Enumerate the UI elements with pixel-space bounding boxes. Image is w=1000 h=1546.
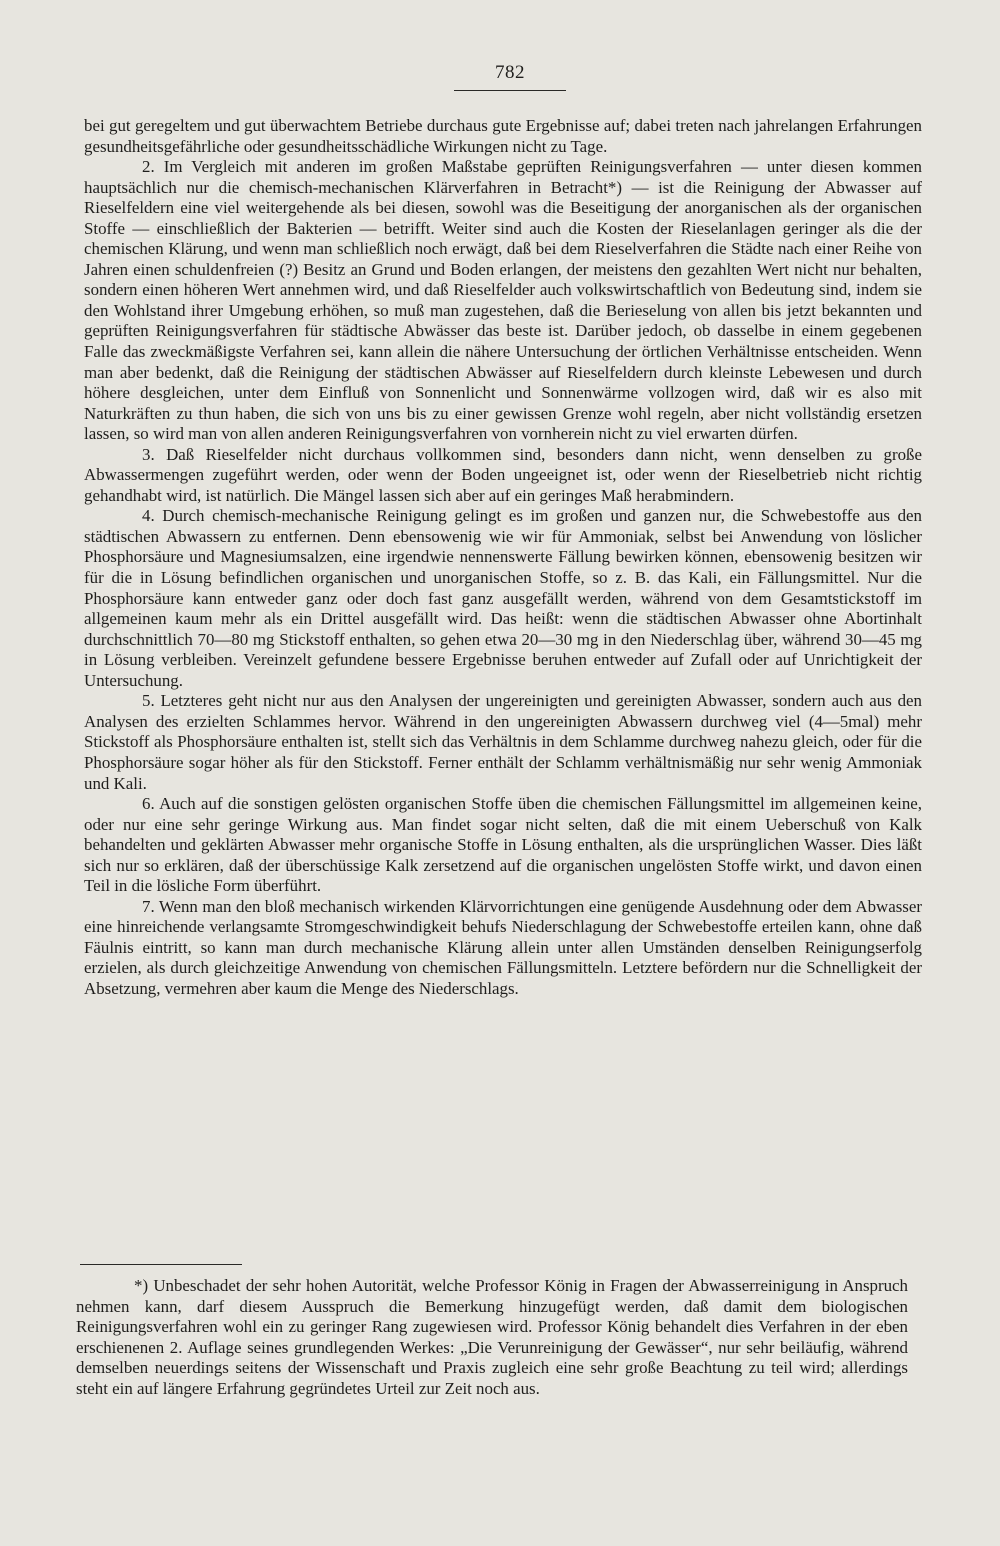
paragraph-4: 4. Durch chemisch-mechanische Reinigung gelingt es im großen und ganzen nur, die Schwebestoffe aus den städtischen Abwassern zu entfernen. Denn ebensowenig wie wir für Ammoniak, selbst bei Anwendung von löslicher Phosphorsäure und Magnesiumsalzen, eine irgendwie nennenswerte Fällung bewirken können, ebensowenig besitzen wir für die in Lösung befindlichen organischen und unorganischen Stoffe, so z. B. das Kali, ein Fällungsmittel. Nur die Phosphorsäure kann entweder ganz oder doch fast ganz ausgefällt werden, während von dem Gesamtstickstoff im allgemeinen kaum mehr als ein Drittel ausgefällt wird. Das heißt: wenn die städtischen Abwasser ohne Abortinhalt durchschnittlich 70—80 mg Stickstoff enthalten, so gehen etwa 20—30 mg in den Niederschlag über, während 30—45 mg in Lösung verbleiben. Vereinzelt gefundene bessere Ergebnisse beruhen entweder auf Zufall oder auf Unrichtigkeit der Untersuchung. <box>84 506 922 690</box>
page-number: 782 <box>495 62 525 83</box>
body-text <box>84 116 922 1000</box>
footnote-text: *) Unbeschadet der sehr hohen Autorität, welche Professor König in Fragen der Abwasserreinigung in Anspruch nehmen kann, darf diesem Ausspruch die Bemerkung hinzugefügt werden, daß damit dem biologischen Reinigungsverfahren wohl ein zu geringer Rang zugewiesen wird. Professor König behandelt dies Verfahren in der eben erschienenen 2. Auflage seines grundlegenden Werkes: „Die Verunreinigung der Gewässer“, nur sehr beiläufig, während demselben neuerdings seitens der Wissenschaft und Praxis zugleich eine sehr große Beachtung zu teil wird; allerdings steht ein auf längere Erfahrung gegründetes Urteil zur Zeit noch aus. <box>76 1276 908 1398</box>
footnote-rule <box>80 1264 242 1265</box>
header-rule <box>454 90 566 91</box>
paragraph-continuation: bei gut geregeltem und gut überwachtem Betriebe durchaus gute Ergebnisse auf; dabei treten nach jahrelangen Erfahrungen gesundheitsgefährliche oder gesundheitsschädliche Wirkungen nicht zu Tage. <box>84 116 922 156</box>
paragraph-3: 3. Daß Rieselfelder nicht durchaus vollkommen sind, besonders dann nicht, wenn denselben zu große Abwassermengen zugeführt werden, oder wenn der Boden ungeeignet ist, oder wenn der Rieselbetrieb nicht richtig gehandhabt wird, ist natürlich. Die Mängel lassen sich aber auf ein geringes Maß herabmindern. <box>84 444 922 505</box>
paragraph-5: 5. Letzteres geht nicht nur aus den Analysen der ungereinigten und gereinigten Abwasser, sondern auch aus den Analysen des erzielten Schlammes hervor. Während in den ungereinigten Abwassern durchweg viel (4—5mal) mehr Stickstoff als Phosphorsäure enthalten ist, stellt sich das Verhältnis in dem Schlamme durchweg nahezu gleich, oder für die Phosphorsäure sogar höher als für den Stickstoff. Ferner enthält der Schlamm verhältnismäßig nur sehr wenig Ammoniak und Kali. <box>84 691 922 793</box>
paragraph-7: 7. Wenn man den bloß mechanisch wirkenden Klärvorrichtungen eine genügende Ausdehnung oder dem Abwasser eine hinreichende verlangsamte Stromgeschwindigkeit behufs Niederschlagung der Schwebestoffe erteilen kann, ohne daß Fäulnis eintritt, so kann man durch mechanische Klärung allein unter allen Umständen denselben Reinigungserfolg erzielen, als durch gleichzeitige Anwendung von chemischen Fällungsmitteln. Letztere befördern nur die Schnelligkeit der Absetzung, vermehren aber kaum die Menge des Niederschlags. <box>84 896 922 998</box>
footnote <box>76 1276 908 1399</box>
paragraph-6: 6. Auch auf die sonstigen gelösten organischen Stoffe üben die chemischen Fällungsmittel im allgemeinen keine, oder nur eine sehr geringe Wirkung aus. Man findet sogar nicht selten, daß die mit einem Ueberschuß von Kalk behandelten und geklärten Abwasser mehr organische Stoffe in Lösung enthalten, als die ursprünglichen Wasser. Dies läßt sich nur so erklären, daß der überschüssige Kalk zersetzend auf die organischen ungelösten Stoffe wirkt, und davon einen Teil in die lösliche Form überführt. <box>84 794 922 896</box>
paragraph-2: 2. Im Vergleich mit anderen im großen Maßstabe geprüften Reinigungsverfahren — unter diesen kommen hauptsächlich nur die chemisch-mechanischen Klärverfahren in Betracht*) — ist die Reinigung der Abwasser auf Rieselfeldern eine viel weitergehende als bei diesen, sowohl was die Beseitigung der anorganischen als der organischen Stoffe — einschließlich der Bakterien — betrifft. Weiter sind auch die Kosten der Rieselanlagen geringer als die der chemischen Klärung, und wenn man schließlich noch erwägt, daß bei dem Rieselverfahren die Städte nach einer Reihe von Jahren einen schuldenfreien (?) Besitz an Grund und Boden erlangen, der meistens den gezahlten Wert nicht nur behalten, sondern einen höheren Wert annehmen wird, und daß Rieselfelder auch volkswirtschaftlich von Bedeutung sind, indem sie den Wohlstand ihrer Umgebung erhöhen, so muß man zugestehen, daß die Berieselung von allen bis jetzt bekannten und geprüften Reinigungsverfahren für städtische Abwässer das beste ist. Darüber jedoch, ob dasselbe in einem gegebenen Falle das zweckmäßigste Verfahren sei, kann allein die nähere Untersuchung der örtlichen Verhältnisse entscheiden. Wenn man aber bedenkt, daß die Reinigung der städtischen Abwässer auf Rieselfeldern durch kleinste Lebewesen und durch höhere desgleichen, unter dem Einfluß von Sonnenlicht und Sonnenwärme vollzogen wird, daß wir es also mit Naturkräften zu thun haben, die sich von uns bis zu einer gewissen Grenze wohl regeln, aber nicht vollständig ersetzen lassen, so wird man von allen anderen Reinigungsverfahren von vornherein nicht zu viel erwarten dürfen. <box>84 157 922 444</box>
